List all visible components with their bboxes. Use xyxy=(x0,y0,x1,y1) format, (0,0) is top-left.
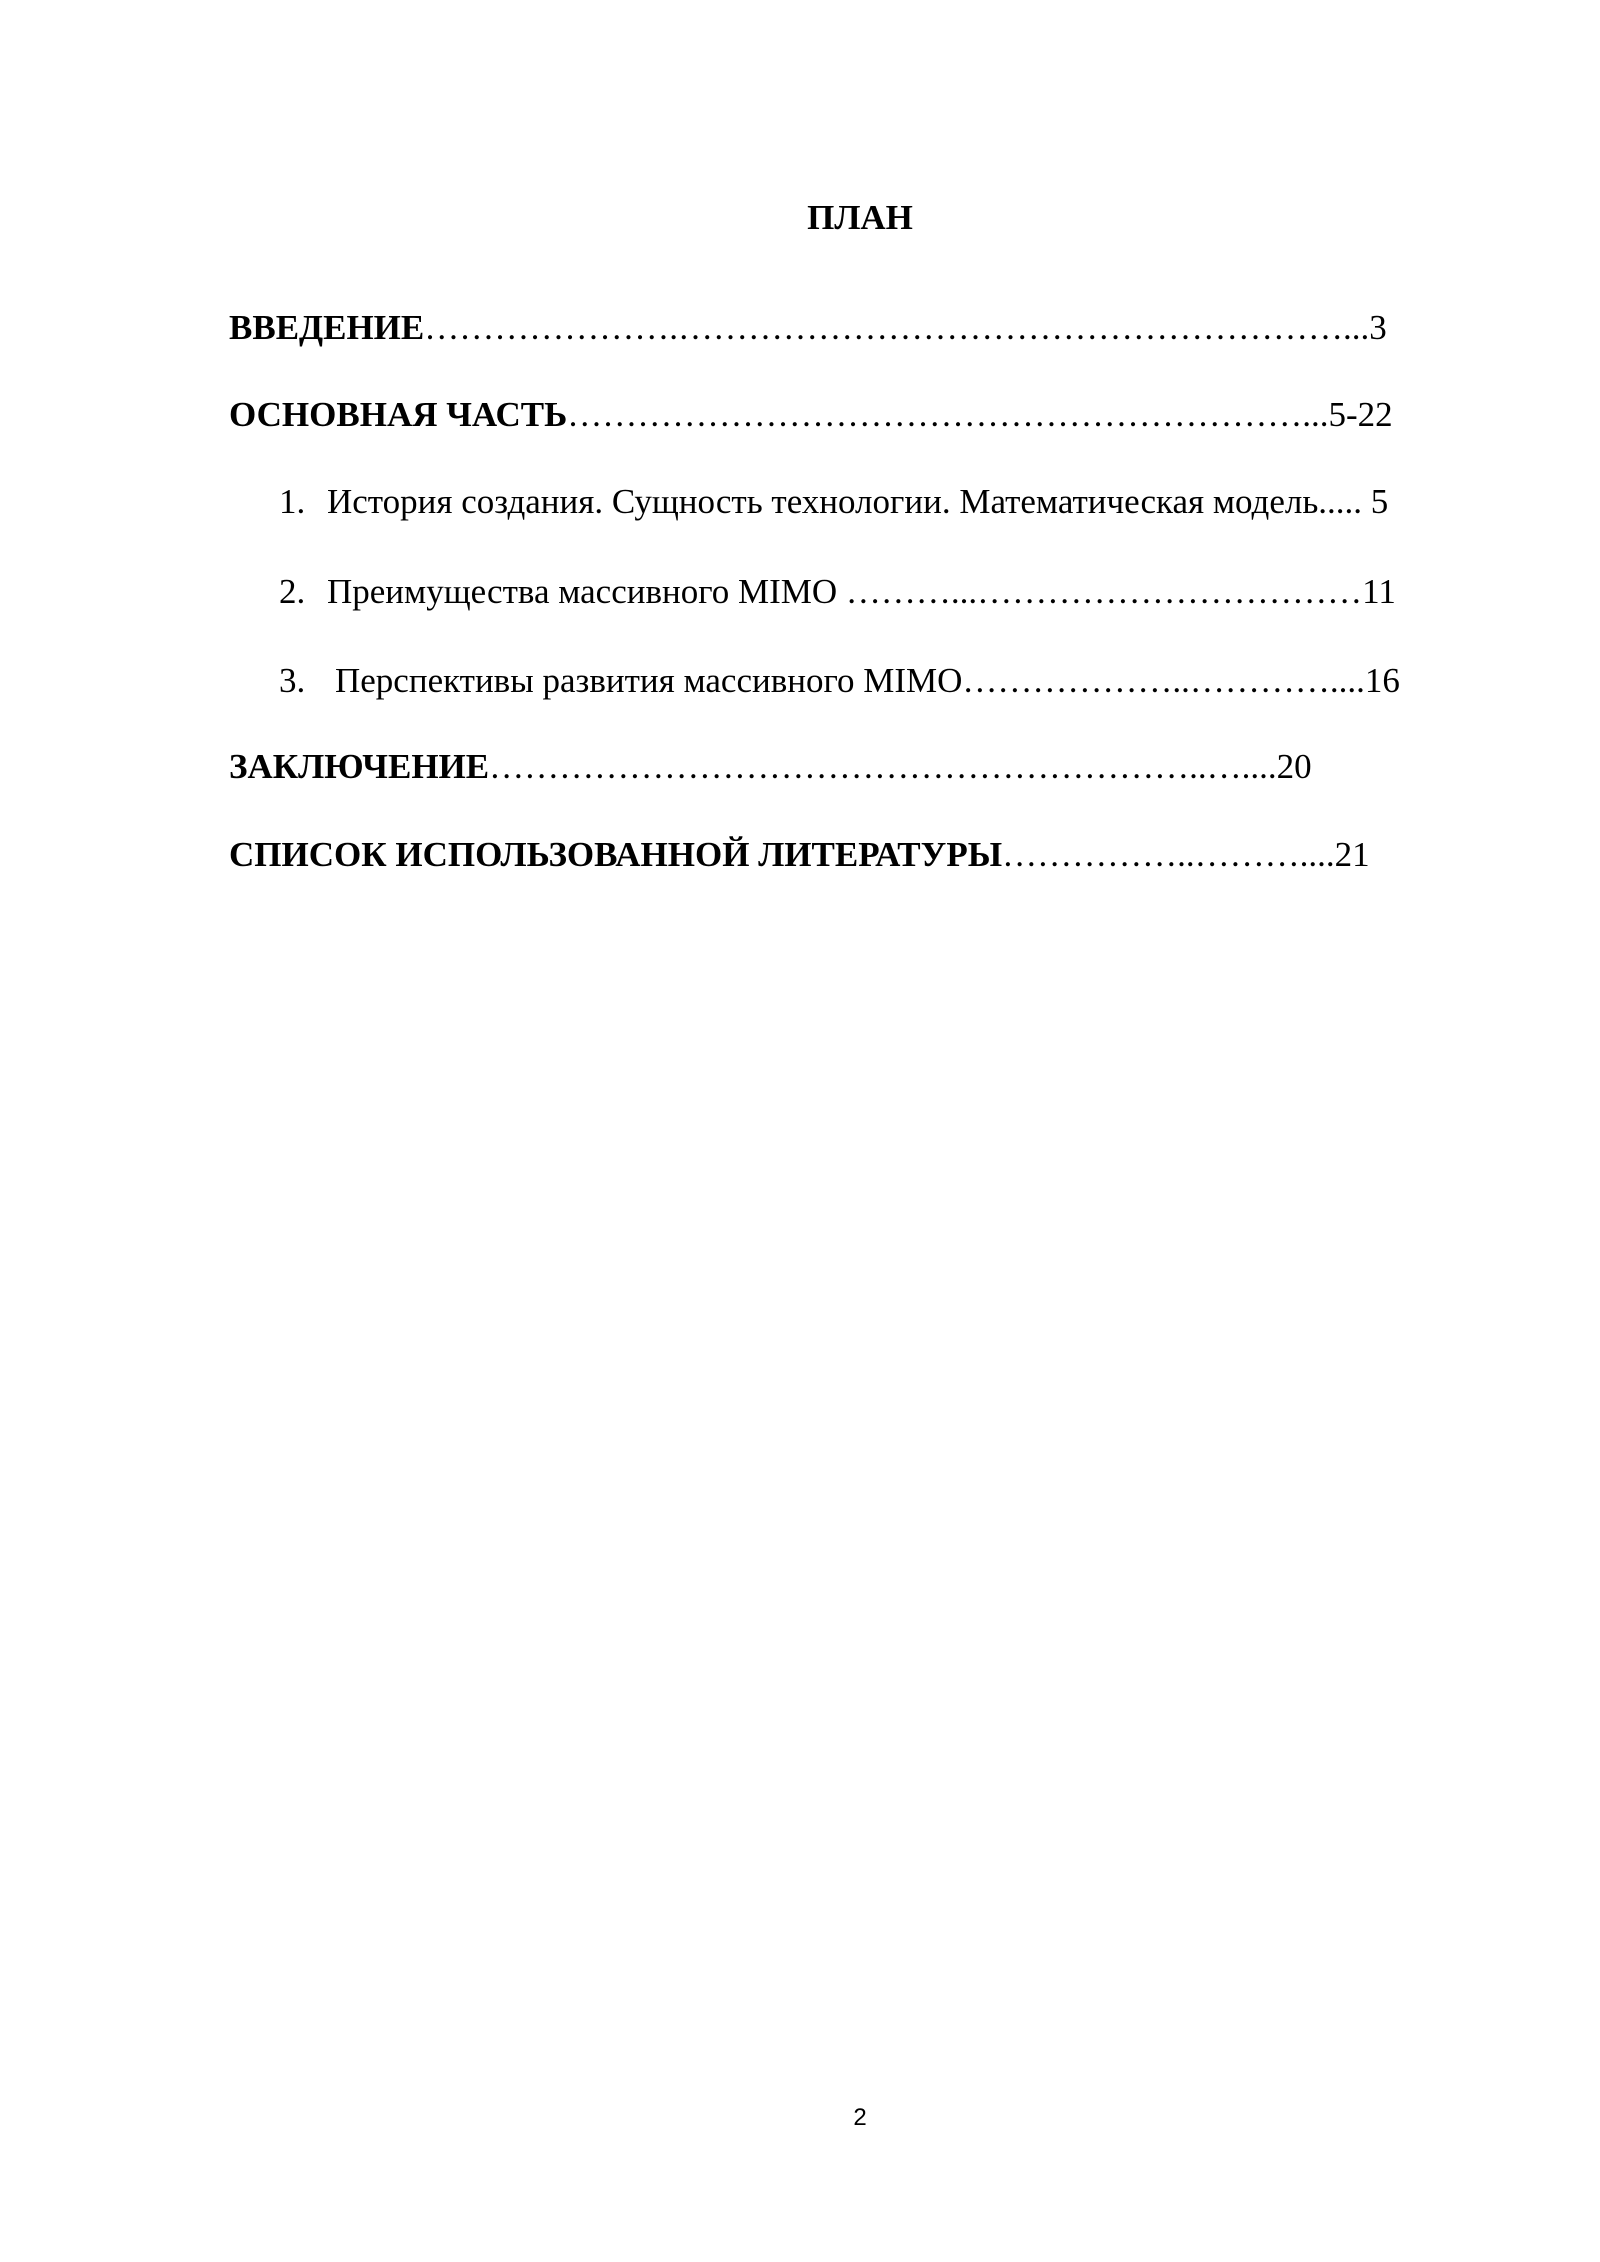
toc-subentry-3-number: 3. xyxy=(279,661,306,700)
toc-entry-literature-leader: ……………..………....21 xyxy=(1002,835,1370,874)
toc-entry-conclusion xyxy=(229,745,1312,789)
toc-entry-literature xyxy=(229,833,1370,877)
page-title: ПЛАН xyxy=(807,198,913,237)
toc-subentry-3-text: Перспективы развития массивного MIMO………………..…………....16 xyxy=(335,661,1400,700)
toc-subentry-1 xyxy=(279,480,1388,524)
toc-subentry-2-number: 2. xyxy=(279,572,306,611)
toc-entry-intro-label: ВВЕДЕНИЕ xyxy=(229,308,425,347)
toc-entry-conclusion-leader: ……………………………………………………..…....20 xyxy=(489,747,1312,786)
toc-entry-main xyxy=(229,393,1393,437)
toc-entry-conclusion-label: ЗАКЛЮЧЕНИЕ xyxy=(229,747,490,786)
toc-subentry-2 xyxy=(279,570,1396,614)
toc-entry-intro xyxy=(229,306,1387,350)
toc-entry-main-leader: ………………………………………………………...5-22 xyxy=(567,395,1393,434)
toc-subentry-3 xyxy=(279,659,1400,703)
toc-entry-main-label: ОСНОВНАЯ ЧАСТЬ xyxy=(229,395,568,434)
toc-subentry-1-text: История создания. Сущность технологии. Математическая модель..... 5 xyxy=(327,482,1389,521)
toc-entry-intro-leader: ………………….…………………………………………………...3 xyxy=(424,308,1387,347)
toc-subentry-1-number: 1. xyxy=(279,482,306,521)
toc-entry-literature-label: СПИСОК ИСПОЛЬЗОВАННОЙ ЛИТЕРАТУРЫ xyxy=(229,835,1003,874)
toc-subentry-2-text: Преимущества массивного MIMO ………...……………………………11 xyxy=(327,572,1396,611)
page-number: 2 xyxy=(853,2104,867,2131)
